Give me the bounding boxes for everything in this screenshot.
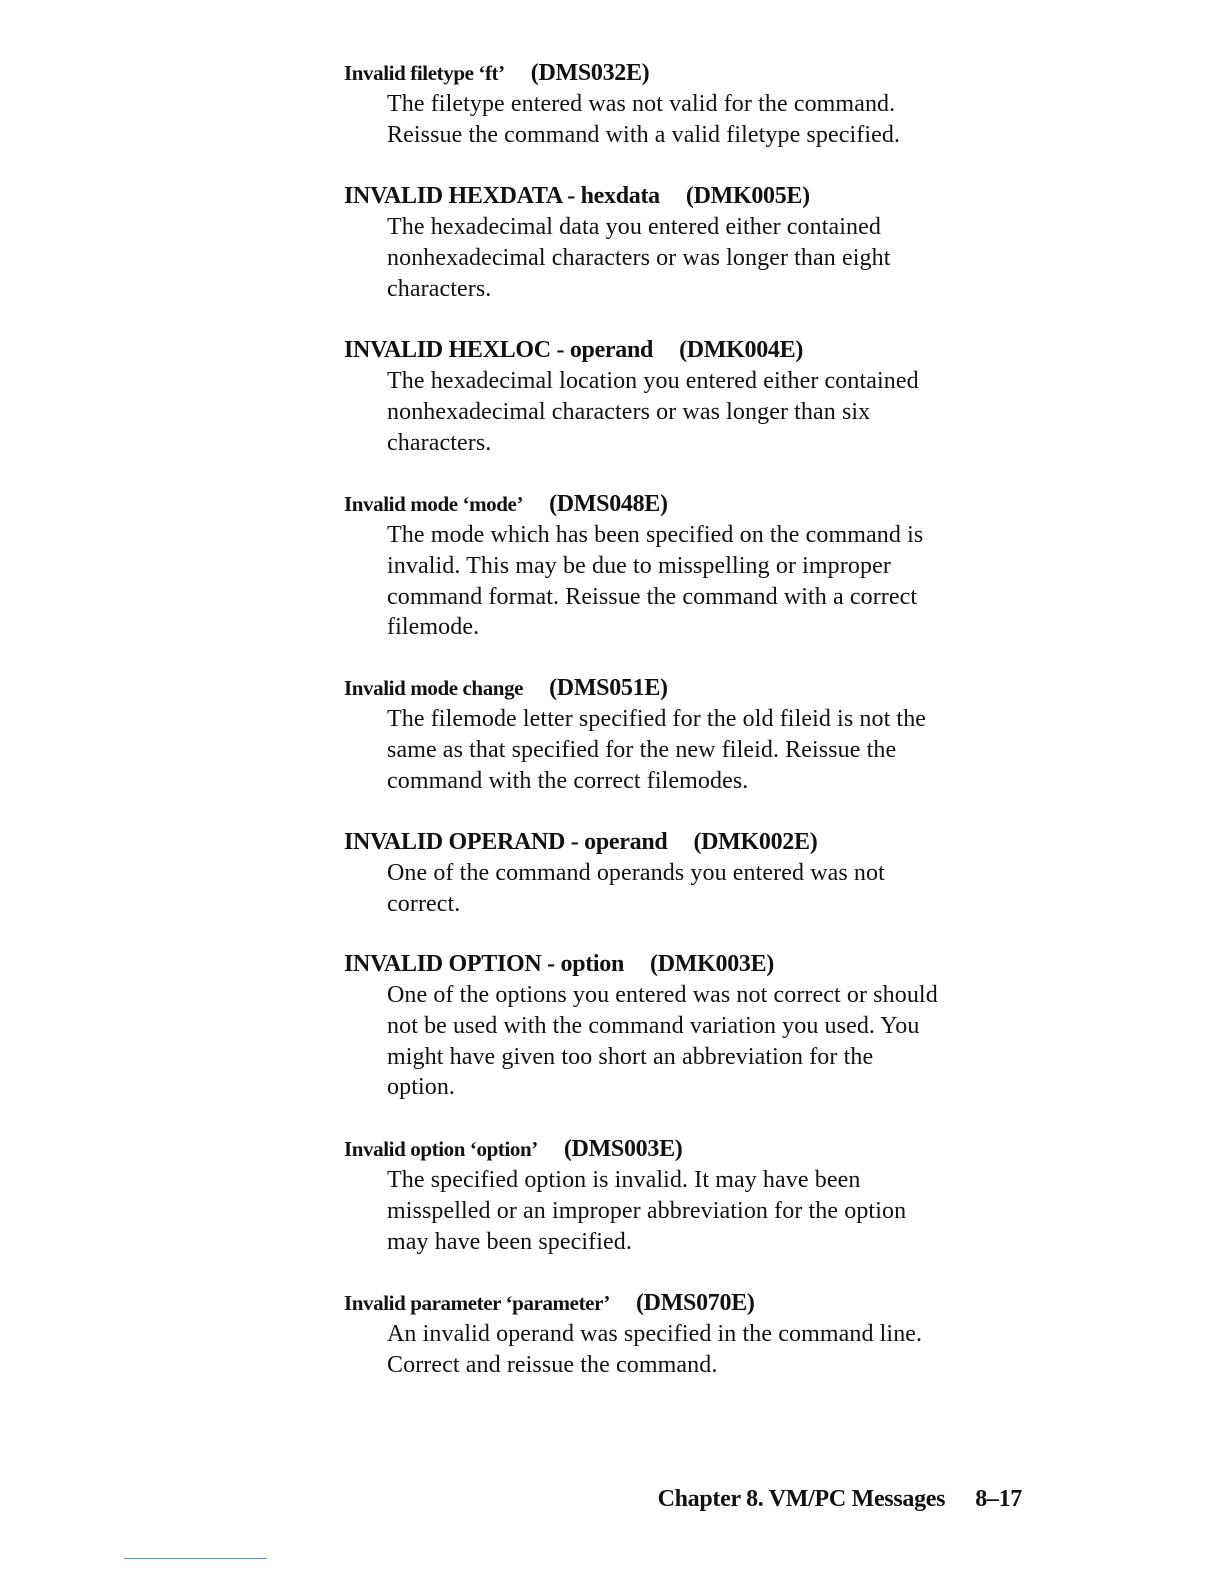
description-line: filemode.	[387, 614, 480, 641]
description-line: One of the options you entered was not correct or should	[387, 982, 938, 1008]
description-line: nonhexadecimal characters or was longer than eight	[387, 244, 891, 271]
message-text: Invalid filetype ‘ft’	[344, 61, 505, 85]
message-code: (DMK005E)	[685, 183, 810, 209]
message-entry	[344, 489, 1044, 643]
description-line: characters.	[387, 275, 492, 302]
message-description	[387, 89, 1044, 151]
message-entry	[344, 181, 1044, 304]
message-description	[387, 520, 1044, 643]
description-line: The hexadecimal location you entered either contained	[387, 368, 919, 394]
message-text: INVALID OPERAND - operand	[344, 829, 668, 855]
message-entry	[344, 949, 1044, 1103]
page-footer	[658, 1486, 1022, 1513]
description-line: The filetype entered was not valid for the command.	[387, 91, 896, 117]
description-line: same as that specified for the new fileid. Reissue the	[387, 736, 897, 763]
description-line: may have been specified.	[387, 1228, 632, 1255]
message-entry	[344, 1134, 1044, 1257]
message-description	[387, 980, 1044, 1103]
message-description	[387, 1319, 1044, 1381]
description-line: characters.	[387, 429, 492, 456]
message-text: Invalid option ‘option’	[344, 1137, 538, 1161]
description-line: Correct and reissue the command.	[387, 1351, 718, 1378]
message-description	[387, 858, 1044, 920]
message-text: INVALID HEXLOC - operand	[344, 337, 654, 363]
message-code: (DMK004E)	[679, 337, 804, 363]
message-description	[387, 1165, 1044, 1257]
description-line: Reissue the command with a valid filetype specified.	[387, 121, 901, 148]
message-title	[344, 827, 1044, 858]
description-line: might have given too short an abbreviation for the	[387, 1043, 874, 1070]
message-title	[344, 335, 1044, 366]
description-line: correct.	[387, 890, 461, 917]
message-code: (DMS032E)	[530, 60, 650, 86]
message-entry	[344, 673, 1044, 796]
message-title	[344, 489, 1044, 520]
message-text: INVALID OPTION - option	[344, 951, 625, 977]
description-line: One of the command operands you entered was not	[387, 860, 885, 886]
description-line: not be used with the command variation you used. You	[387, 1012, 920, 1039]
message-title	[344, 673, 1044, 704]
message-description	[387, 704, 1044, 796]
message-code: (DMK003E)	[650, 951, 774, 977]
message-title	[344, 181, 1044, 212]
message-title	[344, 1134, 1044, 1165]
message-code: (DMS003E)	[563, 1136, 683, 1162]
description-line: option.	[387, 1074, 456, 1101]
message-text: Invalid parameter ‘parameter’	[344, 1291, 610, 1315]
message-entry	[344, 1288, 1044, 1381]
description-line: nonhexadecimal characters or was longer than six	[387, 398, 871, 425]
description-line: invalid. This may be due to misspelling or improper	[387, 552, 891, 579]
description-line: command format. Reissue the command with a correct	[387, 583, 918, 610]
bottom-rule	[124, 1558, 267, 1559]
message-title	[344, 1288, 1044, 1319]
description-line: command with the correct filemodes.	[387, 767, 749, 794]
chapter-title: Chapter 8. VM/PC Messages	[657, 1486, 946, 1512]
message-text: Invalid mode change	[344, 676, 524, 700]
message-description	[387, 212, 1044, 304]
message-text: INVALID HEXDATA - hexdata	[344, 183, 660, 209]
description-line: The mode which has been specified on the command is	[387, 522, 924, 548]
message-title	[344, 58, 1044, 89]
page-number: 8–17	[975, 1486, 1022, 1512]
message-text: Invalid mode ‘mode’	[344, 492, 524, 516]
message-code: (DMK002E)	[693, 829, 818, 855]
message-entry	[344, 58, 1044, 151]
message-code: (DMS051E)	[549, 675, 668, 701]
message-description	[387, 366, 1044, 458]
description-line: The filemode letter specified for the old fileid is not the	[387, 706, 927, 732]
message-entry	[344, 827, 1044, 920]
description-line: The specified option is invalid. It may have been	[387, 1167, 861, 1193]
message-code: (DMS070E)	[635, 1290, 755, 1316]
message-code: (DMS048E)	[549, 491, 668, 517]
description-line: misspelled or an improper abbreviation for the option	[387, 1197, 907, 1224]
message-title	[344, 949, 1044, 980]
description-line: The hexadecimal data you entered either contained	[387, 214, 881, 240]
description-line: An invalid operand was specified in the command line.	[387, 1321, 923, 1347]
message-entry	[344, 335, 1044, 458]
